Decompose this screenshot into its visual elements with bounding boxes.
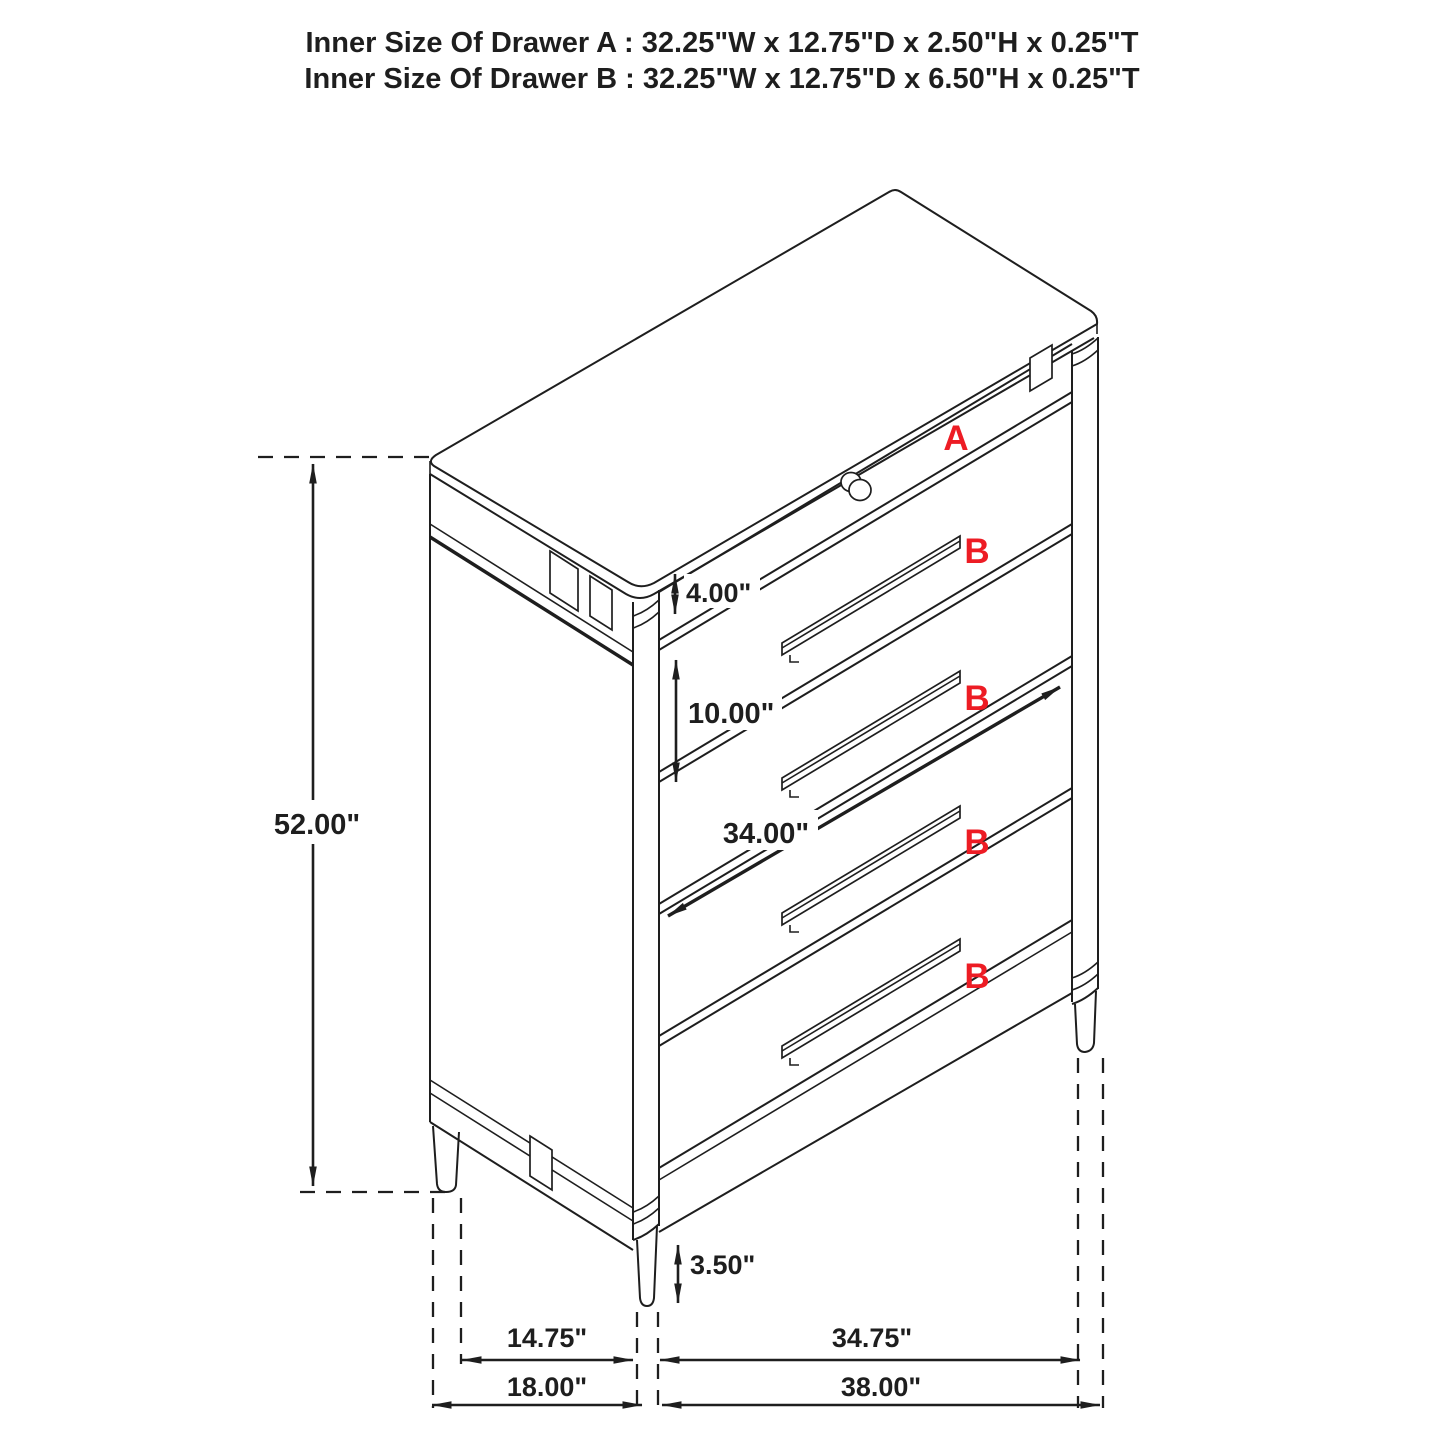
title-block bbox=[304, 27, 1139, 95]
overall-width-label: 38.00" bbox=[840, 1372, 922, 1402]
drawer-a-height-label: 4.00" bbox=[686, 578, 752, 608]
drawer-width-label: 34.00" bbox=[722, 818, 810, 850]
chest-line-art bbox=[430, 190, 1098, 1306]
drawer-a-letter: A bbox=[943, 419, 969, 458]
drawer-b4-letter: B bbox=[964, 957, 990, 996]
overall-height-label: 52.00" bbox=[273, 809, 361, 841]
leg-height-label: 3.50" bbox=[690, 1250, 756, 1280]
overall-depth-label: 18.00" bbox=[506, 1372, 588, 1402]
drawer-b-height-label: 10.00" bbox=[688, 698, 775, 730]
front-right-post bbox=[1072, 337, 1098, 1052]
drawer-b2-letter: B bbox=[964, 679, 990, 718]
drawer-b1-letter: B bbox=[964, 532, 990, 571]
title-line-drawer-a: Inner Size Of Drawer A : 32.25"W x 12.75"D x 2.50"H x 0.25"T bbox=[305, 27, 1139, 59]
front-left-post bbox=[633, 590, 659, 1306]
drawer-b3-letter: B bbox=[964, 823, 990, 862]
front-leg-span-label: 34.75" bbox=[831, 1323, 913, 1353]
title-line-drawer-b: Inner Size Of Drawer B : 32.25"W x 12.75"D x 6.50"H x 0.25"T bbox=[304, 63, 1140, 95]
side-leg-span-label: 14.75" bbox=[506, 1323, 588, 1353]
